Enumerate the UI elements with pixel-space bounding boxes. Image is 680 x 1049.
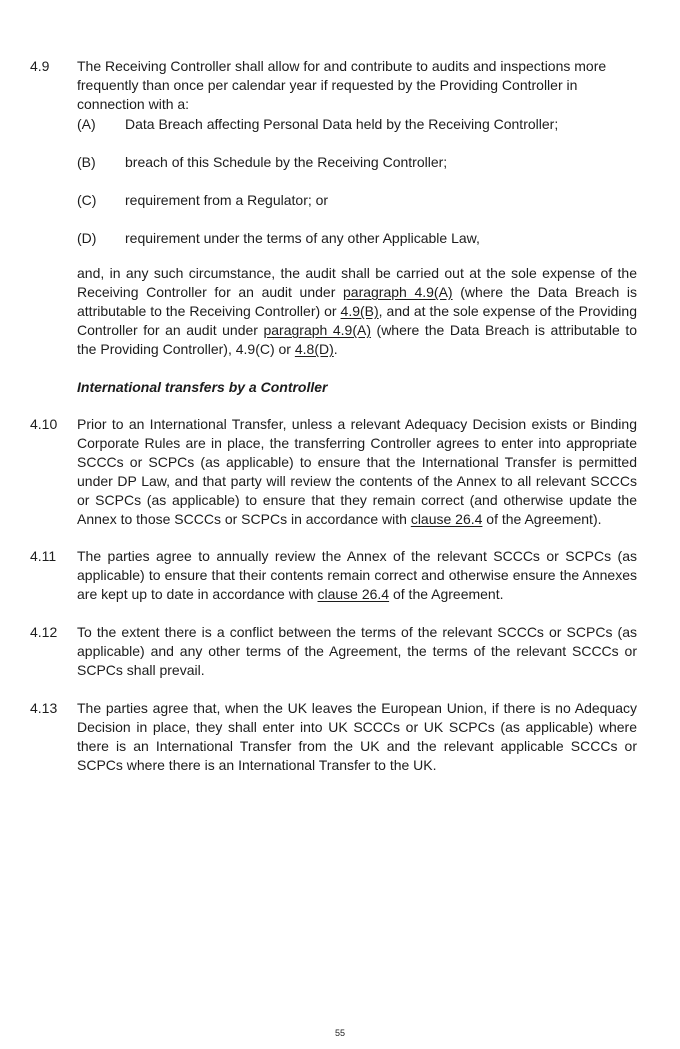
subitem-letter: (B) [77,154,96,170]
clause-number: 4.10 [30,416,58,432]
clause-text-part: Prior to an International Transfer, unless a relevant Adequacy Decision exists or Binding Corporate Rules are in place, the transferring Controller agrees to enter into appropriate SCCCs or SCPCs (as applicable) to ensure that the International Transfer is permitted under DP Law, and that party will review the contents of the Annex to all relevant SCCCs or SCPCs (as applicable) to ensure that they remain correct (and otherwise update the Annex to those SCCCs or SCPCs in accordance with [77,416,637,527]
clause-text: The parties agree that, when the UK leaves the European Union, if there is no Adequacy Decision in place, they shall enter into UK SCCCs or UK SCPCs (as applicable) where there is an International Transfer from the UK and the relevant applicable SCCCs or SCPCs where there is an International Transfer to the UK. [77,700,637,773]
page-number: 55 [334,1028,345,1038]
continuation-text: (where the Data Breach is attributable to the Providing Controller), 4.9(C) or [77,322,638,357]
clause-text: The Receiving Controller shall allow for and contribute to audits and inspections more frequently than once per calendar year if requested by the Providing Controller in connection with a: [77,58,607,112]
paragraph-reference-link[interactable]: 4.8(D) [294,341,334,357]
continuation-text: and, in any such circumstance, the audit shall be carried out at the sole expense of the Receiving Controller for an audit under [77,265,637,300]
section-heading: International transfers by a Controller [77,379,328,395]
subitem-text: requirement from a Regulator; or [125,192,329,208]
subitem-letter: (D) [77,230,97,246]
clause-number: 4.9 [30,58,50,74]
clause-text-part: The parties agree to annually review the Annex of the relevant SCCCs or SCPCs (as applicable) to ensure that their contents remain correct and otherwise ensure the Annexes are kept up to date in accordance with [77,548,637,602]
clause-4-9-continuation [77,264,637,359]
paragraph-reference-link[interactable]: paragraph 4.9(A) [343,284,453,300]
continuation-text: . [333,341,338,357]
clause-text [77,547,637,604]
continuation-text: (where the Data Breach is attributable to the Receiving Controller) or [77,284,638,319]
clause-reference-link[interactable]: clause 26.4 [410,511,483,527]
continuation-text: , and at the sole expense of the Providing Controller for an audit under [77,303,637,338]
subitem-letter: (A) [77,116,96,132]
clause-number: 4.11 [30,548,57,564]
clause-reference-link[interactable]: clause 26.4 [317,586,390,602]
paragraph-reference-link[interactable]: 4.9(B) [340,303,379,319]
clause-number: 4.12 [30,624,58,640]
clause-number: 4.13 [30,700,58,716]
clause-text-part: of the Agreement. [389,586,504,602]
subitem-letter: (C) [77,192,97,208]
subitem-text: requirement under the terms of any other Applicable Law, [125,230,480,246]
subitem-text: Data Breach affecting Personal Data held by the Receiving Controller; [125,116,559,132]
clause-text [77,415,637,529]
clause-text-part: of the Agreement). [482,511,602,527]
paragraph-reference-link[interactable]: paragraph 4.9(A) [263,322,371,338]
subitem-text: breach of this Schedule by the Receiving Controller; [125,154,448,170]
clause-text: To the extent there is a conflict between the terms of the relevant SCCCs or SCPCs (as applicable) and any other terms of the Agreement, the terms of the relevant SCCCs or SCPCs shall prevail. [77,624,637,678]
